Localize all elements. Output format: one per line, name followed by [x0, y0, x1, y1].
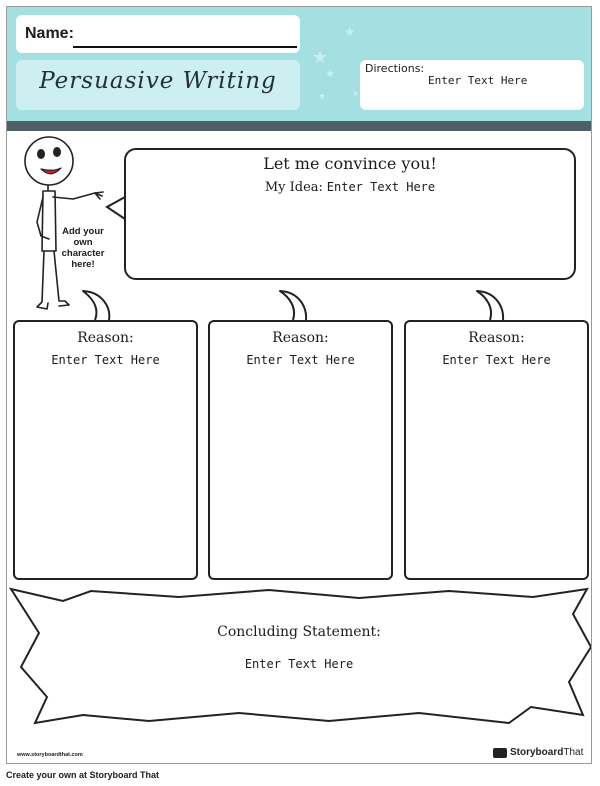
- idea-text[interactable]: Enter Text Here: [326, 180, 436, 194]
- star-decoration: ★: [318, 92, 327, 102]
- reason-box-1[interactable]: [13, 320, 198, 580]
- stick-figure-icon: [25, 137, 103, 309]
- concluding-burst: [11, 589, 591, 723]
- reason-text[interactable]: Enter Text Here: [246, 353, 355, 367]
- character-note[interactable]: Add your own character here!: [61, 226, 105, 270]
- idea-label: My Idea:: [264, 180, 323, 195]
- concluding-text[interactable]: Enter Text Here: [244, 657, 354, 671]
- reason-box-2[interactable]: [208, 320, 393, 580]
- logo-light: That: [563, 747, 584, 758]
- star-decoration: ★: [325, 67, 335, 80]
- reason-text[interactable]: Enter Text Here: [442, 353, 551, 367]
- reason-box-3[interactable]: [404, 320, 589, 580]
- reason-label: Reason:: [272, 330, 329, 346]
- storyboardthat-logo: [493, 747, 583, 758]
- concluding-label: Concluding Statement:: [217, 624, 381, 640]
- star-decoration: ★: [312, 47, 329, 68]
- reason-text[interactable]: Enter Text Here: [51, 353, 160, 367]
- directions-label: Directions:: [365, 62, 425, 75]
- reason-label: Reason:: [468, 330, 525, 346]
- speech-tail: [107, 197, 125, 219]
- footer-link[interactable]: Create your own at Storyboard That: [6, 770, 160, 780]
- worksheet-page: [6, 6, 592, 764]
- convince-title: Let me convince you!: [263, 154, 437, 173]
- speech-bubble-icon: [493, 748, 507, 758]
- website-url: www.storyboardthat.com: [17, 752, 83, 758]
- logo-strong: Storyboard: [510, 747, 564, 758]
- convince-bubble[interactable]: [124, 148, 576, 280]
- page-title: Persuasive Writing: [39, 68, 277, 94]
- directions-text[interactable]: Enter Text Here: [428, 74, 528, 87]
- reason-tails: [83, 291, 503, 320]
- idea-line: [126, 180, 574, 195]
- reason-label: Reason:: [77, 330, 134, 346]
- name-label: Name:: [25, 25, 74, 42]
- star-decoration: ★: [352, 89, 360, 98]
- logo-text: [510, 747, 583, 758]
- star-decoration: ★: [344, 25, 356, 40]
